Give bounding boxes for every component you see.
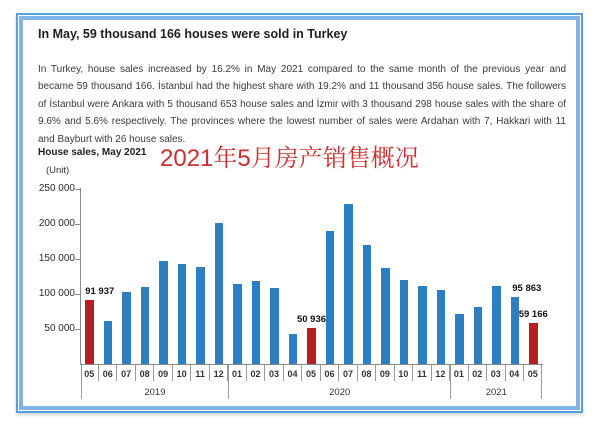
month-label-2020-08: 08 [358, 365, 376, 381]
month-label-2019-11: 11 [191, 365, 209, 381]
y-tick-mark [75, 259, 80, 260]
month-label-2019-07: 07 [117, 365, 135, 381]
bar-2020-06 [326, 231, 335, 364]
y-tick-label: 150 000 [38, 253, 75, 264]
bar-2020-03 [270, 288, 279, 364]
bar-2021-05 [529, 323, 538, 364]
year-group-2019: 2019 [81, 365, 229, 399]
bar-2019-10 [178, 264, 187, 364]
month-label-2020-03: 03 [265, 365, 283, 381]
bar-2019-12 [215, 223, 224, 364]
month-label-2020-09: 09 [376, 365, 394, 381]
month-label-2021-05: 05 [524, 365, 542, 381]
month-label-2019-05: 05 [81, 365, 99, 381]
y-tick-label: 200 000 [38, 218, 75, 229]
month-label-2020-10: 10 [395, 365, 413, 381]
month-label-2019-09: 09 [154, 365, 172, 381]
month-label-2020-11: 11 [413, 365, 431, 381]
bar-value-label-2019-05: 91 937 [85, 285, 115, 297]
bar-2019-05 [85, 300, 94, 364]
bar-2019-09 [159, 261, 168, 364]
bar-2020-10 [400, 280, 409, 364]
page-title: In May, 59 thousand 166 houses were sold in Turkey [38, 27, 348, 41]
month-label-2021-02: 02 [469, 365, 487, 381]
y-axis-line [80, 188, 81, 364]
bar-2021-03 [492, 286, 501, 364]
bar-2020-01 [233, 284, 242, 364]
y-tick-label: 250 000 [38, 183, 75, 194]
bar-2019-11 [196, 267, 205, 364]
bar-2020-08 [363, 245, 372, 364]
bar-2021-02 [474, 307, 483, 364]
year-group-2020: 2020 [228, 365, 450, 399]
y-tick-mark [75, 329, 80, 330]
y-tick-label: 50 000 [44, 323, 75, 334]
month-label-2019-06: 06 [99, 365, 117, 381]
bar-2020-12 [437, 290, 446, 364]
month-label-2019-10: 10 [173, 365, 191, 381]
month-label-2020-04: 04 [284, 365, 302, 381]
month-label-2020-07: 07 [339, 365, 357, 381]
bar-value-label-2020-05: 50 936 [296, 314, 327, 326]
bar-2021-04 [511, 297, 520, 364]
month-label-2019-12: 12 [210, 365, 228, 381]
bar-value-label-2021-05: 59 166 [518, 308, 548, 320]
bar-2020-11 [418, 286, 427, 364]
bar-2020-05 [307, 328, 316, 364]
report-paragraph: In Turkey, house sales increased by 16.2% in May 2021 compared to the same month of the previous year and became 59 thousand 166. İstanbul had the highest share with 19.2% and 11 thousand 356 house sales. The followers of İstanbul were Ankara with 5 thousand 653 house sales and İzmir with 3 thousand 298 house sales with the share of 9.6% and 5.6% respectively. The provinces where the lowest number of sales were Ardahan with 7, Hakkari with 11 and Bayburt with 26 house sales. [38, 64, 566, 145]
bar-2020-02 [252, 281, 261, 364]
y-tick-mark [75, 224, 80, 225]
bar-2020-09 [381, 268, 390, 364]
chinese-annotation: 2021年5月房产销售概况 [160, 145, 419, 172]
month-label-2020-05: 05 [302, 365, 320, 381]
month-label-2019-08: 08 [136, 365, 154, 381]
y-tick-mark [75, 189, 80, 190]
bar-2019-06 [104, 321, 113, 364]
month-label-2020-02: 02 [247, 365, 265, 381]
bar-2019-08 [141, 287, 150, 364]
month-label-2021-03: 03 [487, 365, 505, 381]
month-label-2021-04: 04 [506, 365, 524, 381]
year-group-2021: 2021 [450, 365, 542, 399]
month-label-2020-01: 01 [228, 365, 246, 381]
bar-2020-07 [344, 204, 353, 364]
bar-value-label-2021-04: 95 863 [512, 282, 542, 294]
month-label-2020-06: 06 [321, 365, 339, 381]
month-label-2021-01: 01 [450, 365, 468, 381]
chart-title: House sales, May 2021 [38, 147, 147, 158]
chart-unit-label: (Unit) [46, 165, 70, 176]
y-tick-mark [75, 294, 80, 295]
bar-2020-04 [289, 334, 298, 364]
bar-2021-01 [455, 314, 464, 364]
y-tick-label: 100 000 [38, 288, 75, 299]
month-label-2020-12: 12 [432, 365, 450, 381]
bar-2019-07 [122, 292, 131, 364]
